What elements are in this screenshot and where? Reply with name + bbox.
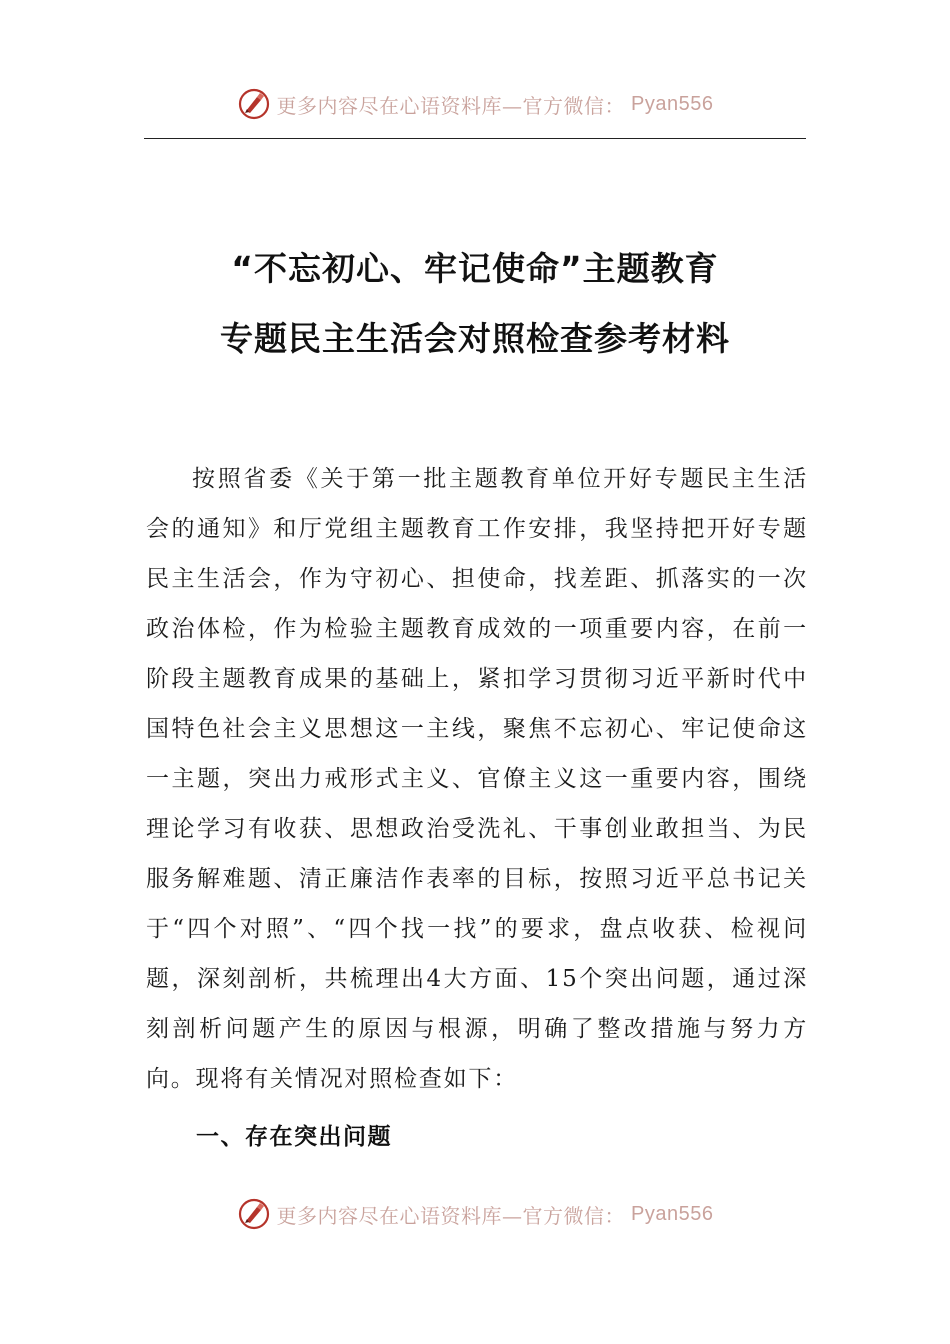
- watermark-wechat-id: Pyan556: [631, 92, 714, 115]
- section-heading: 一、存在突出问题: [196, 1124, 392, 1150]
- watermark-text: 更多内容尽在心语资料库—官方微信：: [276, 1203, 626, 1228]
- document-title-line-1: “不忘初心、牢记使命”主题教育: [231, 249, 719, 288]
- writing-hand-logo-icon: [237, 1197, 271, 1231]
- header-divider: [144, 138, 806, 139]
- watermark-wechat-id: Pyan556: [631, 1202, 714, 1225]
- intro-paragraph: 按照省委《关于第一批主题教育单位开好专题民主生活会的通知》和厅党组主题教育工作安排，我坚持把开好专题民主生活会，作为守初心、担使命，找差距、抓落实的一次政治体检，作为检验主题教育成效的一项重要内容，在前一阶段主题教育成果的基础上，紧扣学习贯彻习近平新时代中国特色社会主义思想这一主线，聚焦不忘初心、牢记使命这一主题，突出力戒形式主义、官僚主义这一重要内容，围绕理论学习有收获、思想政治受洗礼、干事创业敢担当、为民服务解难题、清正廉洁作表率的目标，按照习近平总书记关于“四个对照”、“四个找一找”的要求，盘点收获、检视问题，深刻剖析，共梳理出4大方面、15个突出问题，通过深刻剖析问题产生的原因与根源，明确了整改措施与努力方向。现将有关情况对照检查如下：: [146, 466, 808, 1092]
- watermark-text: 更多内容尽在心语资料库—官方微信：: [276, 93, 626, 118]
- footer-watermark: [0, 1194, 950, 1234]
- document-title-line-2: 专题民主生活会对照检查参考材料: [220, 319, 730, 358]
- header-watermark: [0, 84, 950, 124]
- writing-hand-logo-icon: [237, 87, 271, 121]
